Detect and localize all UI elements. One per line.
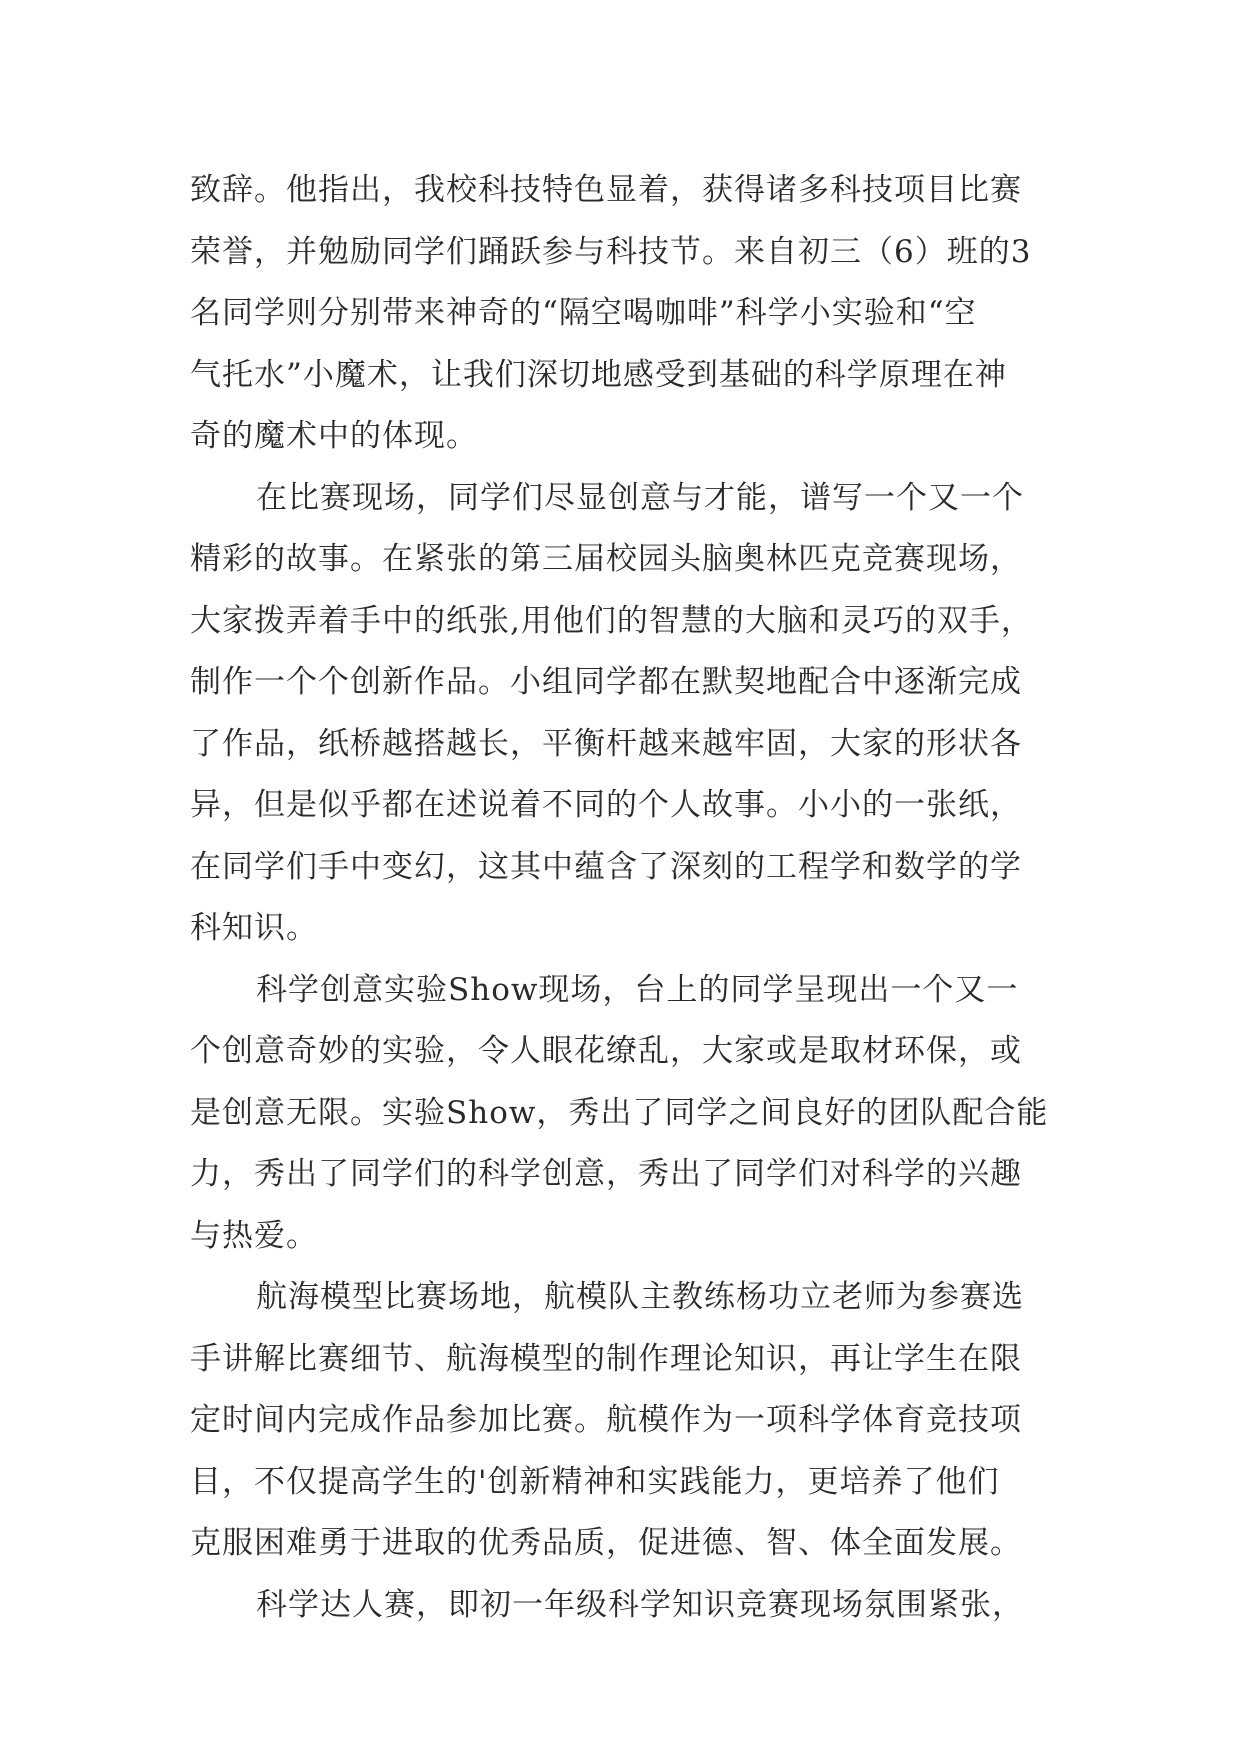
text-line: 制作一个个创新作品。小组同学都在默契地配合中逐渐完成	[190, 664, 1022, 700]
text-line: 个创意奇妙的实验，令人眼花缭乱，大家或是取材环保，或	[190, 1033, 1022, 1069]
text-line: 是创意无限。实验Show，秀出了同学之间良好的团队配合能	[190, 1094, 1049, 1131]
text-line: 定时间内完成作品参加比赛。航模作为一项科学体育竞技项	[190, 1402, 1022, 1438]
text-line: 目，不仅提高学生的'创新精神和实践能力，更培养了他们	[190, 1463, 1000, 1500]
text-line: 克服困难勇于进取的优秀品质，促进德、智、体全面发展。	[190, 1525, 1022, 1561]
text-line: 在同学们手中变幻，这其中蕴含了深刻的工程学和数学的学	[190, 848, 1022, 885]
text-line: 气托水”小魔术，让我们深切地感受到基础的科学原理在神	[190, 356, 1007, 393]
text-line: 在比赛现场，同学们尽显创意与才能，谱写一个又一个	[256, 479, 1024, 516]
text-line: 手讲解比赛细节、航海模型的制作理论知识，再让学生在限	[190, 1340, 1022, 1377]
text-line: 名同学则分别带来神奇的“隔空喝咖啡”科学小实验和“空	[190, 295, 977, 331]
text-line: 科学创意实验Show现场，台上的同学呈现出一个又一	[256, 971, 1019, 1008]
text-line: 航海模型比赛场地，航模队主教练杨功立老师为参赛选	[256, 1279, 1024, 1315]
text-line: 异，但是似乎都在述说着不同的个人故事。小小的一张纸，	[190, 787, 1022, 823]
text-line: 精彩的故事。在紧张的第三届校园头脑奥林匹克竞赛现场，	[190, 541, 1022, 577]
text-line: 科学达人赛，即初一年级科学知识竞赛现场氛围紧张，	[256, 1586, 1024, 1623]
text-line: 致辞。他指出，我校科技特色显着，获得诸多科技项目比赛	[190, 172, 1022, 208]
text-line: 大家拨弄着手中的纸张,用他们的智慧的大脑和灵巧的双手，	[190, 602, 1033, 639]
text-line: 荣誉，并勉励同学们踊跃参与科技节。来自初三（6）班的3	[190, 233, 1032, 270]
text-line: 了作品，纸桥越搭越长，平衡杆越来越牢固，大家的形状各	[190, 725, 1022, 762]
text-line: 与热爱。	[190, 1217, 318, 1254]
text-line: 科知识。	[190, 910, 318, 946]
text-line: 奇的魔术中的体现。	[190, 418, 478, 454]
body-text	[190, 160, 1060, 1636]
text-line: 力，秀出了同学们的科学创意，秀出了同学们对科学的兴趣	[190, 1156, 1022, 1192]
